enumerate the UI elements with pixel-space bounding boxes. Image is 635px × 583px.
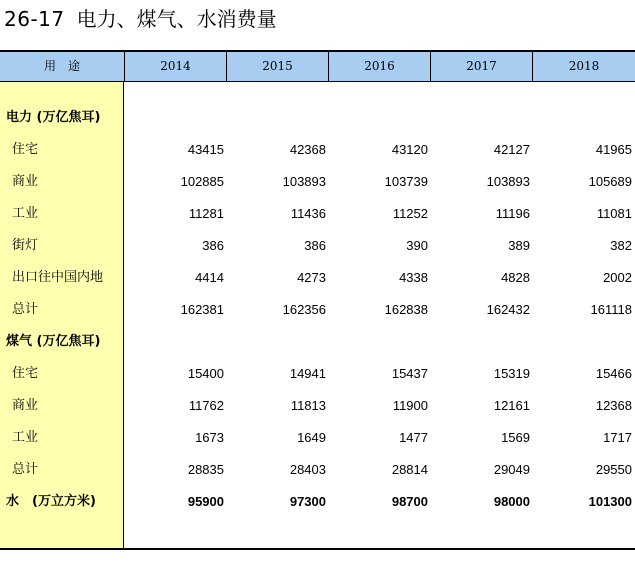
row-label: 出口往中国内地 — [12, 270, 104, 285]
row-label: 工业 — [12, 206, 39, 221]
section-heading-electricity — [0, 102, 635, 134]
cell-2016: 390 — [406, 238, 428, 253]
cell-2014: 43415 — [187, 142, 224, 157]
cell-2017: 389 — [508, 238, 530, 253]
row-label: 总计 — [12, 462, 39, 477]
cell-2015: 42368 — [289, 142, 326, 157]
cell-2017: 12161 — [493, 398, 530, 413]
cell-2015: 162356 — [282, 302, 326, 317]
cell-2017: 162432 — [486, 302, 530, 317]
header-year-2015: 2015 — [262, 59, 293, 73]
cell-2018: 101300 — [588, 494, 632, 509]
bottom-rule — [0, 548, 635, 550]
row-label: 街灯 — [12, 238, 39, 253]
cell-2014: 1673 — [195, 430, 224, 445]
cell-2018: 15466 — [595, 366, 632, 381]
row-label: 住宅 — [12, 366, 39, 381]
cell-2017: 42127 — [493, 142, 530, 157]
cell-2014: 386 — [202, 238, 224, 253]
table-header — [0, 52, 635, 82]
cell-2017: 98000 — [493, 494, 530, 509]
table-number: 26-17 — [4, 7, 65, 31]
cell-2017: 29049 — [493, 462, 530, 477]
cell-2018: 382 — [610, 238, 632, 253]
header-year-2014: 2014 — [160, 59, 191, 73]
cell-2015: 97300 — [289, 494, 326, 509]
cell-2015: 14941 — [289, 366, 326, 381]
table-row-water — [0, 486, 635, 518]
cell-2016: 11900 — [392, 398, 428, 413]
cell-2018: 1717 — [603, 430, 632, 445]
cell-2018: 105689 — [588, 174, 632, 189]
section-heading-gas — [0, 326, 635, 358]
cell-2018: 2002 — [603, 270, 632, 285]
table-row — [0, 294, 635, 326]
cell-2017: 103893 — [486, 174, 530, 189]
cell-2017: 4828 — [501, 270, 530, 285]
cell-2015: 28403 — [289, 462, 326, 477]
row-label: 住宅 — [12, 142, 39, 157]
table-row — [0, 454, 635, 486]
row-label: 商业 — [12, 398, 39, 413]
header-year-2017: 2017 — [466, 59, 497, 73]
cell-2017: 15319 — [493, 366, 530, 381]
cell-2014: 4414 — [195, 270, 224, 285]
cell-2017: 11196 — [495, 206, 530, 221]
cell-2018: 12368 — [595, 398, 632, 413]
cell-2016: 103739 — [384, 174, 428, 189]
cell-2018: 29550 — [595, 462, 632, 477]
table-row — [0, 262, 635, 294]
header-year-2018: 2018 — [568, 59, 600, 73]
cell-2016: 15437 — [391, 366, 428, 381]
table-row — [0, 230, 635, 262]
cell-2014: 11281 — [188, 206, 224, 221]
cell-2015: 1649 — [297, 430, 326, 445]
row-label: 总计 — [12, 302, 39, 317]
cell-2016: 1477 — [399, 430, 428, 445]
section-heading-label: 电力 (万亿焦耳) — [6, 110, 101, 125]
cell-2017: 1569 — [501, 430, 530, 445]
cell-2014: 11762 — [188, 398, 224, 413]
cell-2015: 11436 — [290, 206, 326, 221]
table-row — [0, 390, 635, 422]
row-label: 商业 — [12, 174, 39, 189]
cell-2018: 11081 — [596, 206, 632, 221]
page-title — [4, 4, 277, 34]
cell-2014: 162381 — [180, 302, 224, 317]
cell-2016: 43120 — [391, 142, 428, 157]
cell-2016: 28814 — [391, 462, 428, 477]
cell-2014: 28835 — [187, 462, 224, 477]
table-row — [0, 422, 635, 454]
table-title: 电力、煤气、水消费量 — [76, 7, 277, 31]
cell-2015: 11813 — [290, 398, 326, 413]
table-row — [0, 358, 635, 390]
row-label: 水 (万立方米) — [6, 494, 96, 509]
cell-2014: 102885 — [180, 174, 224, 189]
table-row — [0, 198, 635, 230]
cell-2018: 161118 — [590, 302, 632, 317]
table-row — [0, 134, 635, 166]
cell-2014: 95900 — [187, 494, 224, 509]
cell-2018: 41965 — [595, 142, 632, 157]
cell-2016: 98700 — [391, 494, 428, 509]
cell-2016: 11252 — [392, 206, 428, 221]
cell-2015: 4273 — [297, 270, 326, 285]
cell-2016: 162838 — [384, 302, 428, 317]
section-heading-label: 煤气 (万亿焦耳) — [6, 334, 101, 349]
header-usage: 用 途 — [43, 59, 80, 73]
table-row — [0, 166, 635, 198]
row-label: 工业 — [12, 430, 39, 445]
cell-2016: 4338 — [399, 270, 428, 285]
cell-2015: 103893 — [282, 174, 326, 189]
header-year-2016: 2016 — [364, 59, 395, 73]
cell-2015: 386 — [304, 238, 326, 253]
cell-2014: 15400 — [187, 366, 224, 381]
